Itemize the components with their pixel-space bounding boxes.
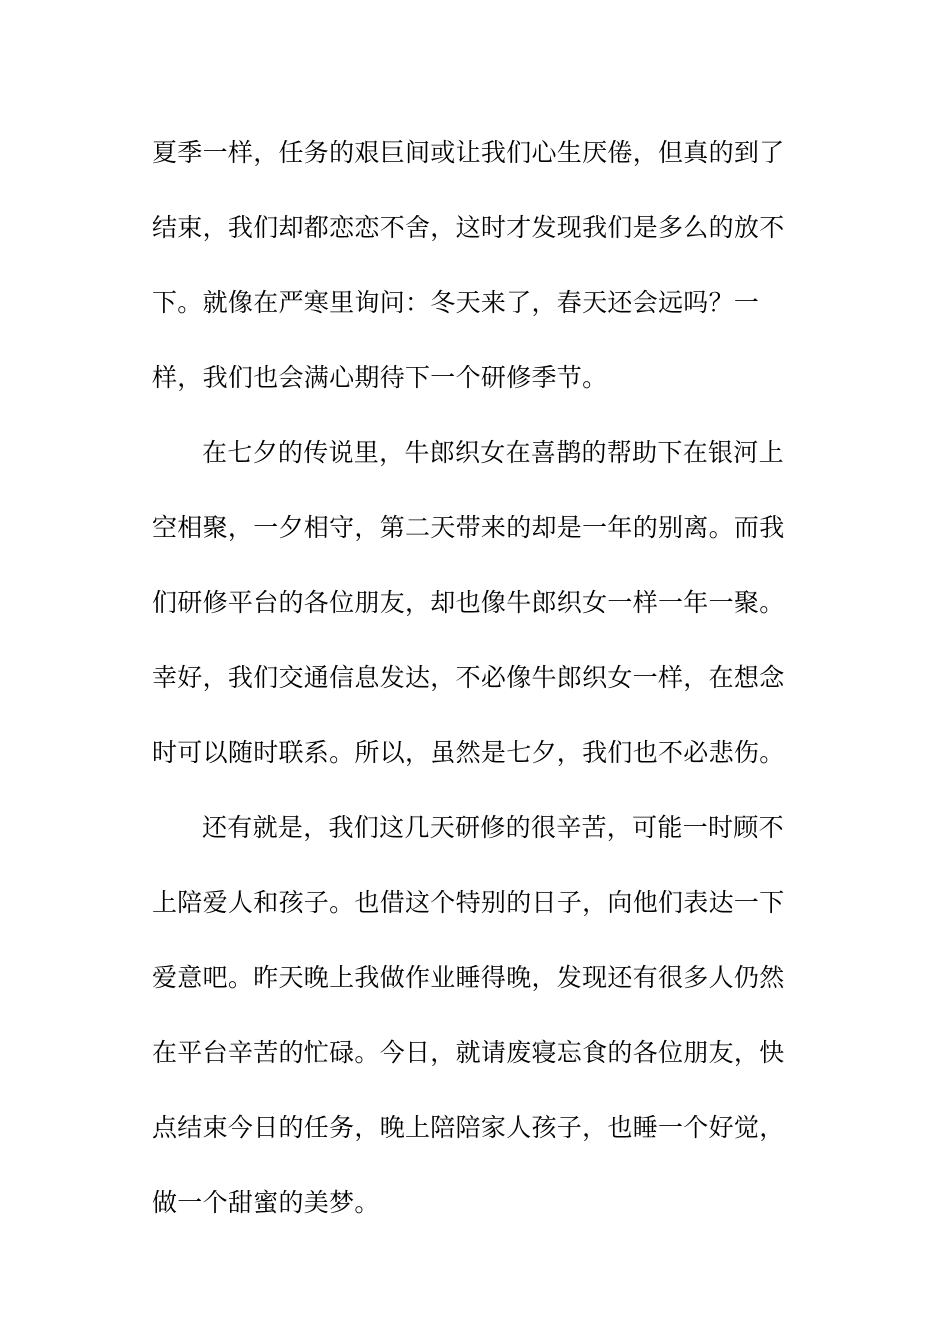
paragraph-2 bbox=[152, 428, 792, 803]
text-line-first: 还有就是，我们这几天研修的很辛苦，可能一时顾不 bbox=[202, 813, 784, 842]
paragraph-3 bbox=[152, 803, 792, 1253]
paragraph-1 bbox=[152, 128, 792, 428]
document-body bbox=[152, 128, 792, 1253]
text-line: 们研修平台的各位朋友，却也像牛郎织女一样一年一聚。 bbox=[152, 588, 785, 617]
text-line-first: 在七夕的传说里，牛郎织女在喜鹊的帮助下在银河上 bbox=[202, 438, 784, 467]
text-line: 结束，我们却都恋恋不舍，这时才发现我们是多么的放不 bbox=[152, 213, 785, 242]
text-line: 时可以随时联系。所以，虽然是七夕，我们也不必悲伤。 bbox=[152, 738, 785, 767]
text-line: 爱意吧。昨天晚上我做作业睡得晚，发现还有很多人仍然 bbox=[152, 963, 785, 992]
text-line: 幸好，我们交通信息发达，不必像牛郎织女一样，在想念 bbox=[152, 663, 785, 692]
text-line: 空相聚，一夕相守，第二天带来的却是一年的别离。而我 bbox=[152, 513, 785, 542]
text-line: 上陪爱人和孩子。也借这个特别的日子，向他们表达一下 bbox=[152, 888, 785, 917]
text-line: 样，我们也会满心期待下一个研修季节。 bbox=[152, 363, 608, 392]
text-line: 点结束今日的任务，晚上陪陪家人孩子，也睡一个好觉， bbox=[152, 1113, 785, 1142]
text-line: 夏季一样，任务的艰巨间或让我们心生厌倦，但真的到了 bbox=[152, 138, 785, 167]
text-line: 下。就像在严寒里询问：冬天来了，春天还会远吗？一 bbox=[152, 288, 760, 317]
text-line: 做一个甜蜜的美梦。 bbox=[152, 1188, 380, 1217]
text-line: 在平台辛苦的忙碌。今日，就请废寝忘食的各位朋友，快 bbox=[152, 1038, 785, 1067]
